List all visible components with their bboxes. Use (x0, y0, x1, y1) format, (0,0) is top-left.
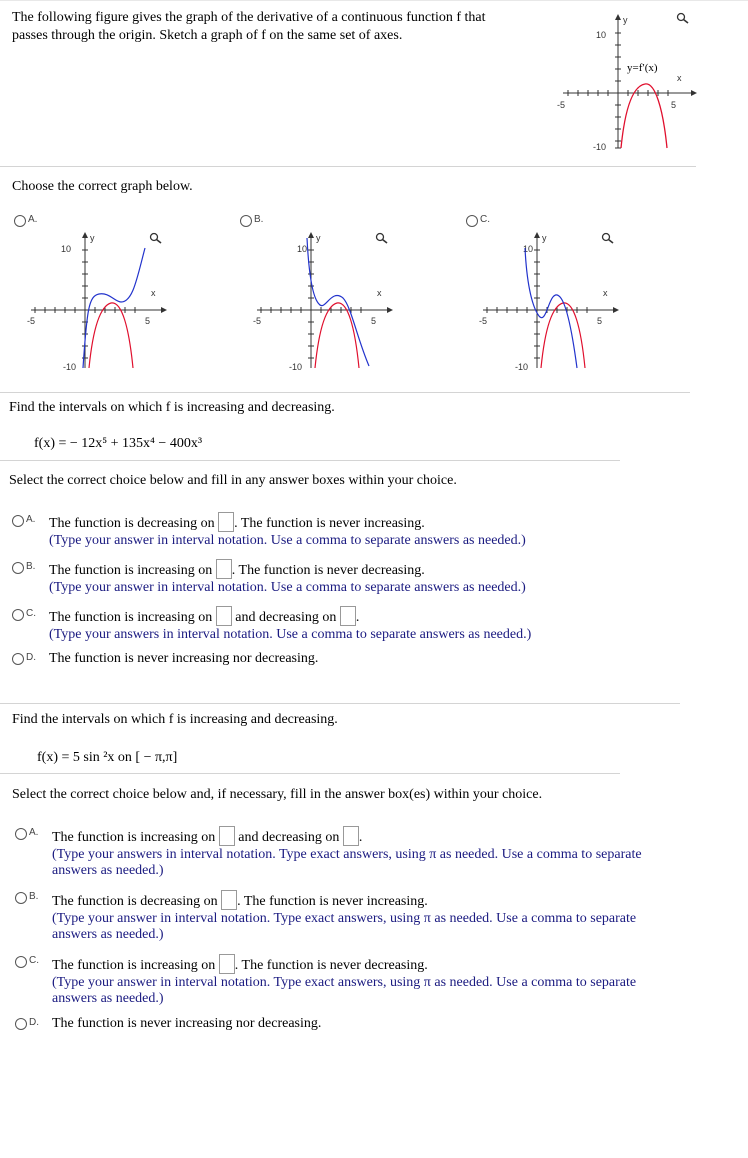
q3-prompt: Find the intervals on which f is increasing and decreasing. (12, 712, 338, 727)
q2-choice-b-post: . The function is never decreasing. (231, 563, 425, 578)
deriv-curve-label: y=f′(x) (627, 62, 658, 74)
option-b-graph[interactable] (251, 228, 401, 373)
q3-choice-a-letter: A. (29, 827, 39, 838)
derivative-graph (555, 8, 705, 158)
option-a-x-right-label: 5 (145, 316, 151, 326)
option-b-x-right-label: 5 (371, 316, 377, 326)
option-c-zoom-icon[interactable] (601, 232, 615, 244)
option-c-y-bottom-label: -10 (515, 362, 529, 372)
q2-choice-a-pre: The function is decreasing on (49, 516, 215, 531)
q3-choice-d-letter: D. (29, 1017, 39, 1028)
q2-choice-c-pre: The function is increasing on (49, 610, 213, 625)
q3-choice-a-post: . (358, 830, 363, 845)
q2-prompt: Find the intervals on which f is increasing and decreasing. (9, 400, 335, 415)
q2-choice-d-text: The function is never increasing nor decreasing. (49, 651, 319, 666)
q2-choice-c-post: . (355, 610, 360, 625)
q3-choice-a-mid: and decreasing on (238, 830, 340, 845)
q2-choice-d-radio[interactable] (12, 653, 24, 665)
q3-select-instruction: Select the correct choice below and, if necessary, fill in the answer box(es) within your choice. (12, 787, 543, 802)
option-a-letter: A. (28, 214, 38, 225)
q3-choice-d-text: The function is never increasing nor decreasing. (52, 1016, 322, 1031)
deriv-y-bottom-label: -10 (593, 142, 607, 152)
option-b-axis-x-label: x (377, 288, 382, 298)
option-a-zoom-icon[interactable] (149, 232, 163, 244)
option-a-radio[interactable] (14, 215, 26, 227)
q3-choice-c-pre: The function is increasing on (52, 958, 216, 973)
option-c-x-right-label: 5 (597, 316, 603, 326)
q3-choice-c-text (52, 954, 428, 974)
q2-choice-a-radio[interactable] (12, 515, 24, 527)
q2-choice-a-text (49, 512, 425, 532)
q3-choice-c-hint-line2: answers as needed.) (52, 991, 164, 1006)
deriv-x-left-label: -5 (557, 100, 566, 110)
q3-choice-a-hint-line1: (Type your answers in interval notation. Type exact answers, using π as needed. Use a comma to separate (52, 847, 642, 862)
q1-prompt-line2: passes through the origin. Sketch a graph of f on the same set of axes. (12, 28, 403, 43)
option-a-axis-x-label: x (151, 288, 156, 298)
deriv-x-right-label: 5 (671, 100, 677, 110)
zoom-icon[interactable] (676, 12, 690, 24)
q3-choice-a-radio[interactable] (15, 828, 27, 840)
q3-choice-b-hint-line1: (Type your answer in interval notation. Type exact answers, using π as needed. Use a comma to separate (52, 911, 637, 926)
q2-choice-a-answer-box[interactable] (218, 512, 234, 532)
q2-choice-b-radio[interactable] (12, 562, 24, 574)
q3-choice-c-post: . The function is never decreasing. (234, 958, 428, 973)
q3-choice-a-pre: The function is increasing on (52, 830, 216, 845)
q3-choice-b-radio[interactable] (15, 892, 27, 904)
option-b-radio[interactable] (240, 215, 252, 227)
option-b-zoom-icon[interactable] (375, 232, 389, 244)
q2-choice-c-letter: C. (26, 608, 36, 619)
option-b-y-top-label: 10 (297, 244, 308, 254)
q1-prompt-line1: The following figure gives the graph of the derivative of a continuous function f that (12, 10, 486, 25)
q3-choice-a-increasing-box[interactable] (219, 826, 235, 846)
q2-choice-a-hint: (Type your answer in interval notation. Use a comma to separate answers as needed.) (49, 533, 526, 548)
q3-function: f(x) = 5 sin ²x on [ − π,π] (37, 750, 178, 765)
q2-choice-a-post: . The function is never increasing. (234, 516, 425, 531)
q2-choice-c-text (49, 606, 359, 626)
q3-choice-b-pre: The function is decreasing on (52, 894, 218, 909)
q3-choice-b-hint-line2: answers as needed.) (52, 927, 164, 942)
q2-choice-b-pre: The function is increasing on (49, 563, 213, 578)
deriv-y-top-label: 10 (596, 30, 607, 40)
q3-choice-b-post: . The function is never increasing. (237, 894, 428, 909)
option-b-x-left-label: -5 (253, 316, 262, 326)
q2-choice-b-answer-box[interactable] (216, 559, 232, 579)
option-c-y-top-label: 10 (523, 244, 534, 254)
option-a-axis-y-label: y (90, 233, 95, 243)
q2-choice-c-mid: and decreasing on (235, 610, 337, 625)
option-b-letter: B. (254, 214, 264, 225)
q3-choice-c-letter: C. (29, 955, 39, 966)
q3-choice-c-hint-line1: (Type your answer in interval notation. Type exact answers, using π as needed. Use a comma to separate (52, 975, 637, 990)
option-c-radio[interactable] (466, 215, 478, 227)
q3-choice-b-answer-box[interactable] (221, 890, 237, 910)
q3-choice-d-radio[interactable] (15, 1018, 27, 1030)
q2-choice-c-radio[interactable] (12, 609, 24, 621)
option-c-graph[interactable] (477, 228, 627, 373)
q3-choice-a-hint-line2: answers as needed.) (52, 863, 164, 878)
q3-choice-c-radio[interactable] (15, 956, 27, 968)
option-c-letter: C. (480, 214, 490, 225)
q2-choice-d-letter: D. (26, 652, 36, 663)
q3-choice-a-text (52, 826, 362, 846)
option-b-axis-y-label: y (316, 233, 321, 243)
option-a-y-top-label: 10 (61, 244, 72, 254)
option-b-y-bottom-label: -10 (289, 362, 303, 372)
option-a-y-bottom-label: -10 (63, 362, 77, 372)
q2-choice-c-decreasing-box[interactable] (340, 606, 356, 626)
option-c-axis-x-label: x (603, 288, 608, 298)
q2-select-instruction: Select the correct choice below and fill in any answer boxes within your choice. (9, 473, 457, 488)
q2-function: f(x) = − 12x⁵ + 135x⁴ − 400x³ (34, 436, 203, 451)
deriv-axis-x-label: x (677, 73, 682, 83)
q3-choice-a-decreasing-box[interactable] (343, 826, 359, 846)
q2-choice-b-letter: B. (26, 561, 36, 572)
option-a-graph[interactable] (25, 228, 175, 373)
q2-choice-b-hint: (Type your answer in interval notation. Use a comma to separate answers as needed.) (49, 580, 526, 595)
q2-choice-b-text (49, 559, 425, 579)
option-a-x-left-label: -5 (27, 316, 36, 326)
q2-choice-c-hint: (Type your answers in interval notation. Use a comma to separate answers as needed.) (49, 627, 532, 642)
q3-choice-b-letter: B. (29, 891, 39, 902)
option-c-x-left-label: -5 (479, 316, 488, 326)
q3-choice-b-text (52, 890, 428, 910)
deriv-axis-y-label: y (623, 15, 628, 25)
q2-choice-c-increasing-box[interactable] (216, 606, 232, 626)
option-c-axis-y-label: y (542, 233, 547, 243)
q2-choice-a-letter: A. (26, 514, 36, 525)
choose-graph-prompt: Choose the correct graph below. (12, 179, 193, 194)
q3-choice-c-answer-box[interactable] (219, 954, 235, 974)
